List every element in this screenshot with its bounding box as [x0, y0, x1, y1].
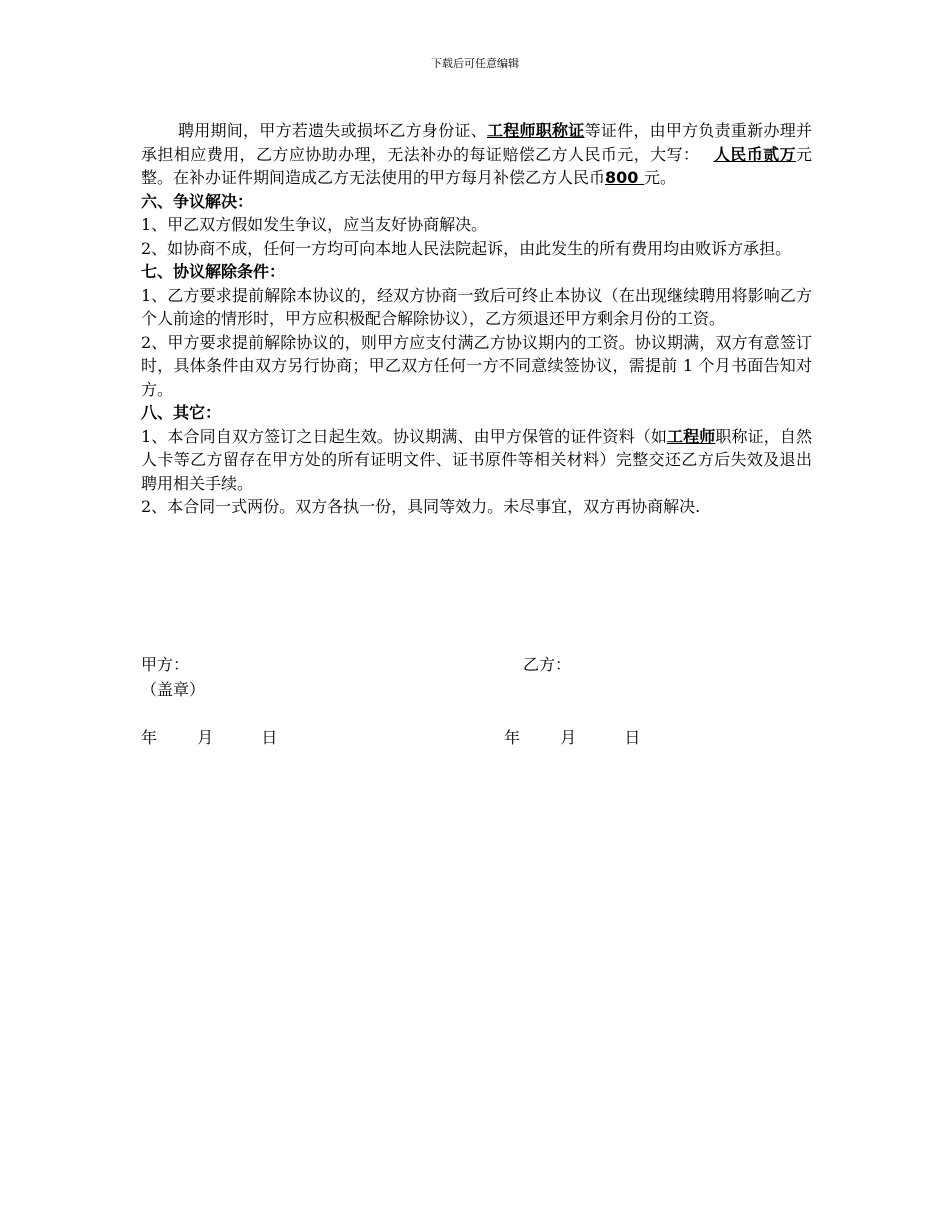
- party-a-date: [141, 728, 277, 748]
- page-header: 下载后可任意编辑: [431, 57, 519, 70]
- party-a-day: 日: [261, 728, 278, 747]
- section-7-item-2: 2、甲方要求提前解除协议的，则甲方应支付满乙方协议期内的工资。协议期满，双方有意签订时，具体条件由双方另行协商；甲乙双方任何一方不同意续签协议，需提前 1 个月书面告知对方。: [141, 332, 812, 399]
- monthly-compensation-amount: 800: [605, 168, 639, 187]
- party-b-label: 乙方：: [523, 655, 572, 674]
- seal-label: （盖章）: [141, 680, 206, 699]
- section-8-item-2: 2、本合同一式两份。双方各执一份，具同等效力。未尽事宜，双方再协商解决.: [141, 497, 701, 516]
- amount-in-words-underlined: [699, 145, 796, 164]
- section-7-heading: 七、协议解除条件：: [141, 262, 286, 281]
- section-7-item-1: 1、乙方要求提前解除本协议的，经双方协商一致后可终止本协议（在出现继续聘用将影响乙方个人前途的情形时，甲方应积极配合解除协议），乙方须退还甲方剩余月份的工资。: [141, 285, 812, 328]
- party-b-day: 日: [624, 728, 641, 747]
- section-8-item-1: [141, 425, 812, 496]
- party-a-label: 甲方：: [141, 655, 190, 674]
- document-body: [141, 119, 812, 519]
- engineer-certificate-underlined: 工程师职称证: [486, 121, 585, 140]
- lost-documents-paragraph: [141, 119, 812, 190]
- party-a-year: 年: [141, 728, 158, 747]
- lost-text-1: 聘用期间，甲方若遗失或损坏乙方身份证、: [178, 121, 487, 140]
- section-8-heading: 八、其它：: [141, 403, 222, 422]
- party-a-month: 月: [197, 728, 214, 747]
- section-6-item-1: 1、甲乙双方假如发生争议，应当友好协商解决。: [141, 215, 488, 234]
- amount-in-words: 人民币贰万: [713, 144, 796, 164]
- section-6-item-2: 2、如协商不成，任何一方均可向本地人民法院起诉，由此发生的所有费用均由败诉方承担。: [141, 238, 792, 258]
- section-8-item-1-text-2: 职称证，自然人卡等乙方留存在甲方处的所有证明文件、证书原件等相关材料）完整交还乙方后失效及退出聘用相关手续。: [141, 426, 812, 493]
- lost-text-2: 等证件，由甲方负责重新办理并承担相应费用，乙方应协助办理，无法补办的每证赔偿乙方人民币元，大写：: [141, 121, 812, 164]
- lost-text-3: 元整。在补办证件期间造成乙方无法使用的甲方每月补偿乙方人民币: [141, 144, 812, 187]
- engineer-underlined: 工程师: [667, 426, 716, 446]
- party-b-month: 月: [560, 728, 577, 747]
- party-b-date: [504, 728, 640, 748]
- party-b-year: 年: [504, 728, 521, 747]
- lost-text-4: 元。: [644, 168, 677, 187]
- monthly-compensation-underlined: [605, 168, 644, 187]
- section-6-heading: 六、争议解决：: [141, 191, 254, 211]
- section-8-item-1-text-1: 1、本合同自双方签订之日起生效。协议期满、由甲方保管的证件资料（如: [141, 426, 668, 446]
